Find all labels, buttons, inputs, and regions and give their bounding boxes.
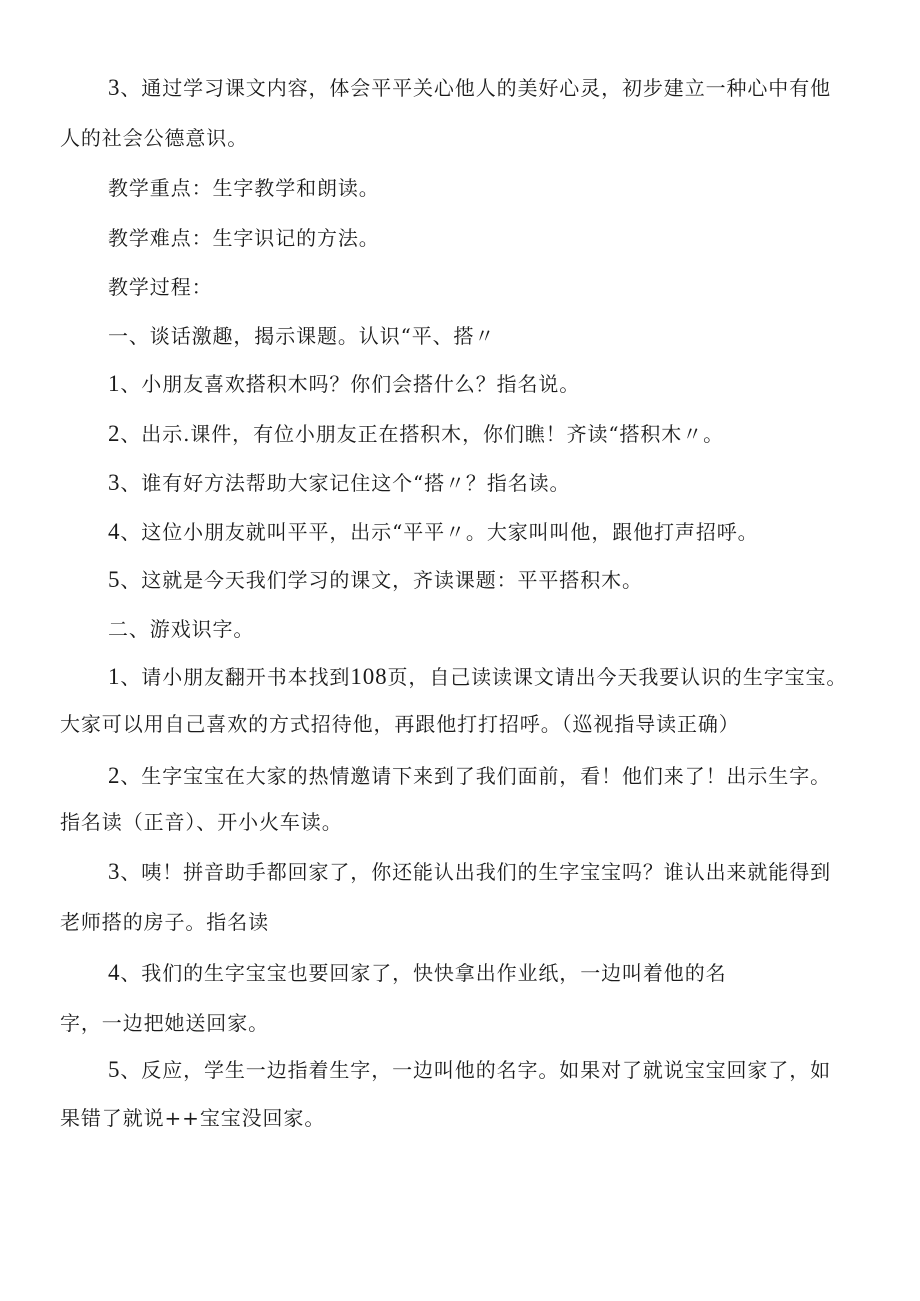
objective-3-line1 <box>108 74 831 102</box>
section-2-item-3-line2: 老师搭的房子。指名读 <box>60 910 269 934</box>
paragraph-text: 、通过学习课文内容，体会平平关心他人的美好心灵，初步建立一种心中有他 <box>120 76 832 100</box>
item-number: 3 <box>108 859 121 884</box>
item-text: 、出示.课件，有位小朋友正在搭积木，你们瞧！齐读“搭积木〃。 <box>120 422 724 446</box>
item-number: 4 <box>108 519 121 544</box>
section-2-item-1-line1 <box>108 663 847 691</box>
item-text: 、小朋友喜欢搭积木吗？你们会搭什么？指名说。 <box>120 372 581 396</box>
item-number: 1 <box>108 371 121 396</box>
section-1-heading: 一、谈话激趣，揭示课题。认识“平、搭〃 <box>108 324 496 348</box>
section-2-item-3-line1 <box>108 858 831 886</box>
item-text: 、这就是今天我们学习的课文，齐读课题：平平搭积木。 <box>120 568 643 592</box>
page-number: 108 <box>350 664 388 689</box>
section-2-heading: 二、游戏识字。 <box>108 617 255 641</box>
item-text: 、请小朋友翻开书本找到 <box>120 665 351 689</box>
item-number: 2 <box>108 421 121 446</box>
item-number: 5 <box>108 567 121 592</box>
teaching-process-heading: 教学过程： <box>108 275 213 299</box>
section-1-item-5 <box>108 566 643 594</box>
section-1-item-1 <box>108 370 580 398</box>
section-2-item-2-line1 <box>108 762 831 790</box>
item-text: 、谁有好方法帮助大家记住这个“搭〃？指名读。 <box>120 471 571 495</box>
item-text: 页，自己读读课文请出今天我要认识的生字宝宝。 <box>387 665 848 689</box>
objective-3-line2: 人的社会公德意识。 <box>60 126 249 150</box>
item-number: 5 <box>108 1057 121 1082</box>
item-text: 、咦！拼音助手都回家了，你还能认出我们的生字宝宝吗？谁认出来就能得到 <box>120 860 832 884</box>
section-2-item-5-line2: 果错了就说++宝宝没回家。 <box>60 1106 326 1130</box>
section-2-item-2-line2: 指名读（正音）、开小火车读。 <box>60 810 343 834</box>
section-1-item-3 <box>108 469 570 497</box>
item-number: 1 <box>108 664 121 689</box>
section-2-item-4-line1 <box>108 959 727 987</box>
item-text: 、这位小朋友就叫平平，出示“平平〃。大家叫叫他，跟他打声招呼。 <box>120 520 759 544</box>
item-number: 2 <box>108 763 121 788</box>
section-1-item-2 <box>108 420 724 448</box>
item-number: 3 <box>108 75 121 100</box>
item-text: 、我们的生字宝宝也要回家了，快快拿出作业纸，一边叫着他的名 <box>120 961 727 985</box>
item-number: 3 <box>108 470 121 495</box>
item-text: 、生字宝宝在大家的热情邀请下来到了我们面前，看！他们来了！出示生字。 <box>120 764 832 788</box>
section-2-item-4-line2: 字，一边把她送回家。 <box>60 1011 269 1035</box>
teaching-focus: 教学重点：生字教学和朗读。 <box>108 176 380 200</box>
section-2-item-5-line1 <box>108 1056 831 1084</box>
item-text: 、反应，学生一边指着生字，一边叫他的名字。如果对了就说宝宝回家了，如 <box>120 1058 832 1082</box>
section-2-item-1-line2: 大家可以用自己喜欢的方式招待他，再跟他打打招呼。（巡视指导读正确） <box>60 712 740 736</box>
section-1-item-4 <box>108 518 759 546</box>
teaching-difficulty: 教学难点：生字识记的方法。 <box>108 226 380 250</box>
item-number: 4 <box>108 960 121 985</box>
